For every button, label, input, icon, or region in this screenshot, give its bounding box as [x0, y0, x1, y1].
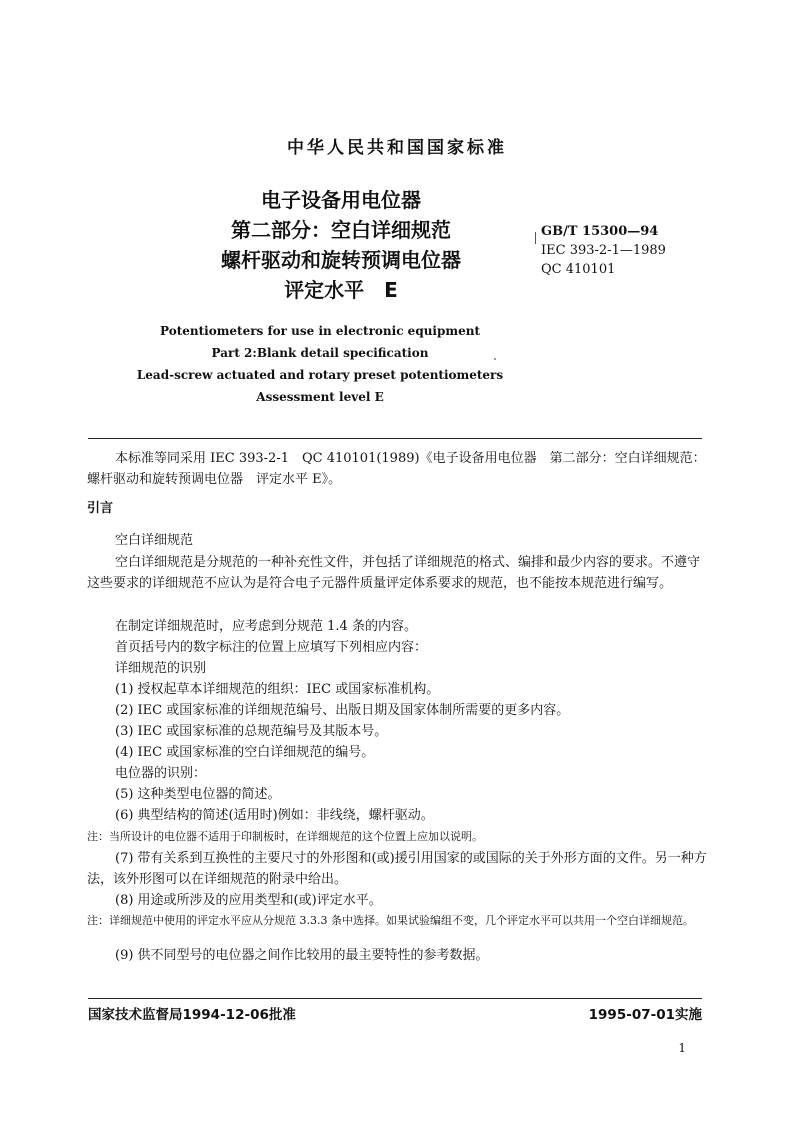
- list-item: (4) IEC 或国家标准的空白详细规范的编号。: [115, 745, 375, 760]
- implementation-date: 1995-07-01实施: [588, 1007, 702, 1023]
- english-title: [120, 320, 520, 408]
- list-item: (7) 带有关系到互换性的主要尺寸的外形图和(或)援引用国家的或国际的关于外形方面的文件。另一种方法，该外形图可以在详细规范的附录中给出。: [87, 851, 707, 887]
- note: 注：详细规范中使用的评定水平应从分规范 3.3.3 条中选择。如果试验编组不变，几个评定水平可以共用一个空白详细规范。: [87, 914, 694, 927]
- chinese-title: [186, 185, 496, 305]
- cn-title-line: 螺杆驱动和旋转预调电位器: [221, 248, 461, 272]
- list-item: (9) 供不同型号的电位器之间作比较用的最主要特性的参考数据。: [115, 948, 489, 963]
- national-standard-heading: 中华人民共和国国家标准: [287, 138, 507, 158]
- footer-divider: [88, 998, 702, 999]
- cn-title-line: 电子设备用电位器: [261, 188, 421, 212]
- paragraph-1: 空白详细规范是分规范的一种补充性文件，并包括了详细规范的格式、编排和最少内容的要求。不遵守这些要求的详细规范不应认为是符合电子元器件质量评定体系要求的规范，也不能按本规范进行编写。: [87, 555, 701, 591]
- list-item: (2) IEC 或国家标准的详细规范编号、出版日期及国家体制所需要的更多内容。: [115, 703, 570, 718]
- en-title-line: Potentiometers for use in electronic equipment: [160, 324, 480, 338]
- en-title-line: Assessment level E: [256, 390, 384, 404]
- header-divider: [88, 438, 702, 439]
- code-marker-bar: [535, 232, 536, 244]
- ident-heading: 详细规范的识别: [115, 661, 207, 676]
- page-number: 1: [678, 1041, 686, 1055]
- intro-heading: 引言: [87, 501, 114, 516]
- standard-codes: [541, 222, 666, 279]
- approval-date: 国家技术监督局1994-12-06批准: [88, 1007, 296, 1023]
- list-item: (3) IEC 或国家标准的总规范编号及其版本号。: [115, 724, 388, 739]
- gb-code: GB/T 15300—94: [541, 224, 659, 239]
- cn-title-line: 第二部分：空白详细规范: [231, 218, 451, 242]
- list-item: (6) 典型结构的简述(适用时)例如：非线绕，螺杆驱动。: [115, 808, 434, 823]
- blank-spec-heading: 空白详细规范: [115, 533, 194, 548]
- list-item: (1) 授权起草本详细规范的组织：IEC 或国家标准机构。: [115, 682, 440, 697]
- list-item: (5) 这种类型电位器的简述。: [115, 787, 281, 802]
- paragraph-2: 在制定详细规范时，应考虑到分规范 1.4 条的内容。: [115, 619, 417, 634]
- qc-code: QC 410101: [541, 262, 616, 277]
- iec-code: IEC 393-2-1—1989: [541, 243, 666, 258]
- en-title-line: Lead-screw actuated and rotary preset potentiometers: [136, 368, 504, 382]
- cn-title-line: 评定水平 E: [284, 278, 398, 302]
- note: 注：当所设计的电位器不适用于印制板时，在详细规范的这个位置上应加以说明。: [87, 830, 483, 843]
- scan-speck: [494, 358, 496, 360]
- list-item: (8) 用途或所涉及的应用类型和(或)评定水平。: [115, 893, 382, 908]
- paragraph-3: 首页括号内的数字标注的位置上应填写下列相应内容：: [115, 640, 428, 655]
- adoption-statement: 本标准等同采用 IEC 393-2-1 QC 410101(1989)《电子设备用电位器 第二部分：空白详细规范：螺杆驱动和旋转预调电位器 评定水平 E》。: [87, 451, 706, 487]
- pot-ident-heading: 电位器的识别：: [115, 766, 207, 781]
- en-title-line: Part 2:Blank detail specification: [211, 346, 429, 360]
